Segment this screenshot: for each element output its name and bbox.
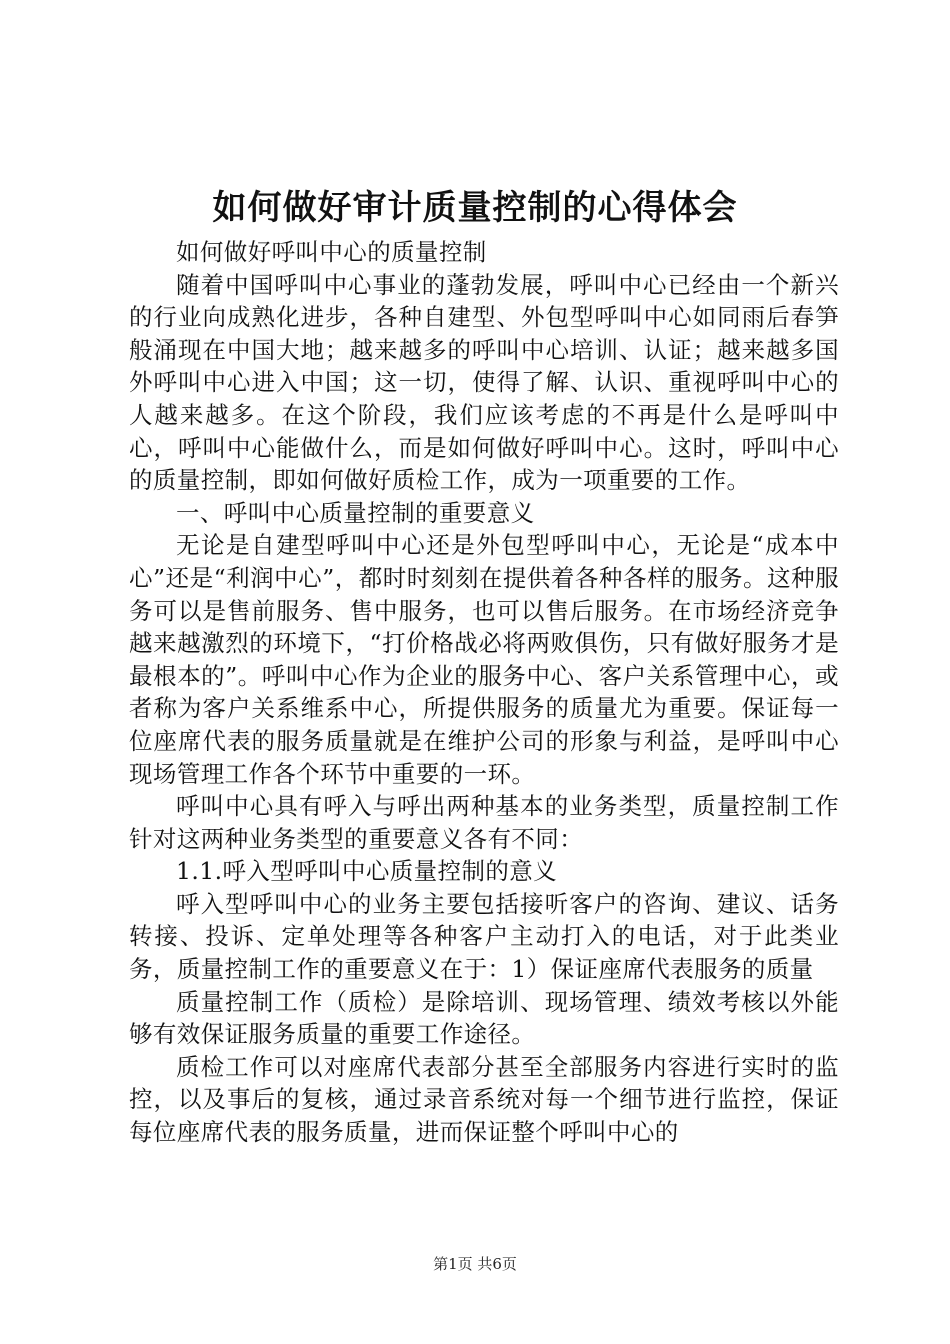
paragraph-importance: 无论是自建型呼叫中心还是外包型呼叫中心，无论是“成本中心”还是“利润中心”，都时时刻刻在提供着各种各样的服务。这种服务可以是售前服务、售中服务，也可以售后服务。在市场经济竞争越来越激烈的环境下，“打价格战必将两败俱伤，只有做好服务才是最根本的”。呼叫中心作为企业的服务中心、客户关系管理中心，或者称为客户关系维系中心，所提供服务的质量尤为重要。保证每一位座席代表的服务质量就是在维护公司的形象与利益，是呼叫中心现场管理工作各个环节中重要的一环。: [129, 531, 839, 788]
section-heading-1: 一、呼叫中心质量控制的重要意义: [176, 498, 535, 527]
paragraph-monitoring: 质检工作可以对座席代表部分甚至全部服务内容进行实时的监控，以及事后的复核，通过录音系统对每一个细节进行监控，保证每位座席代表的服务质量，进而保证整个呼叫中心的: [129, 1052, 839, 1147]
document-title: 如何做好审计质量控制的心得体会: [212, 188, 738, 228]
paragraph-business-types: 呼叫中心具有呼入与呼出两种基本的业务类型，质量控制工作针对这两种业务类型的重要意义各有不同：: [129, 792, 839, 853]
document-body: [129, 236, 839, 1149]
section-heading-1-1: 1.1.呼入型呼叫中心质量控制的意义: [176, 857, 558, 886]
paragraph-inbound: 呼入型呼叫中心的业务主要包括接听客户的咨询、建议、话务转接、投诉、定单处理等各种客户主动打入的电话，对于此类业务，质量控制工作的重要意义在于：1）保证座席代表服务的质量: [129, 889, 839, 984]
paragraph-quality-check: 质量控制工作（质检）是除培训、现场管理、绩效考核以外能够有效保证服务质量的重要工作途径。: [129, 987, 839, 1049]
page-number-footer: 第1页 共6页: [433, 1255, 517, 1273]
paragraph-intro: 随着中国呼叫中心事业的蓬勃发展，呼叫中心已经由一个新兴的行业向成熟化进步，各种自建型、外包型呼叫中心如同雨后春笋般涌现在中国大地；越来越多的呼叫中心培训、认证；越来越多国外呼叫中心进入中国；这一切，使得了解、认识、重视呼叫中心的人越来越多。在这个阶段，我们应该考虑的不再是什么是呼叫中心，呼叫中心能做什么，而是如何做好呼叫中心。这时，呼叫中心的质量控制，即如何做好质检工作，成为一项重要的工作。: [129, 270, 839, 495]
section-subtitle: 如何做好呼叫中心的质量控制: [176, 238, 487, 266]
